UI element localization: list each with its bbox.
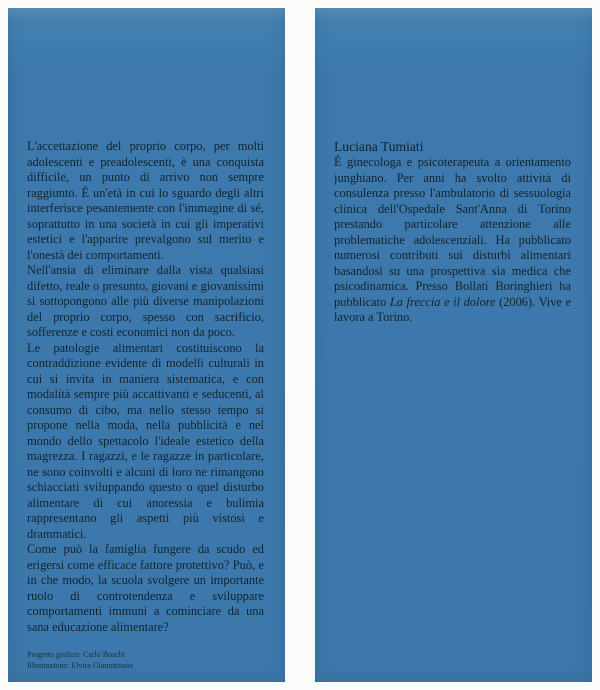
- author-bio: [334, 155, 571, 326]
- flap-paragraph: Le patologie alimentari costituiscono la contraddizione evidente di modelli culturali in cui si invita in maniera sistematica, e con modalità sempre più accattivanti e seducenti, al consumo di cibo, ma nello stesso tempo si propone nella moda, nella pubblicità e nel mondo dello spettacolo l'ideale estetico della magrezza. I ragazzi, e le ragazze in particolare, ne sono coinvolti e alcuni di loro ne rimangono schiacciati sviluppando questo o quel disturbo alimentare di cui anoressia e bulimia rappresentano gli aspetti più vistosi e drammatici.: [27, 340, 264, 541]
- flap-paragraph: L'accettazione del proprio corpo, per molti adolescenti e preadolescenti, è una conquista difficile, un punto di arrivo non sempre raggiunto. È un'età in cui lo sguardo degli altri interferisce pesantemente con l'immagine di sé, soprattutto in una società in cui gli imperativi estetici e l'apparire prevalgono sul merito e l'onestà dei comportamenti.: [27, 139, 264, 262]
- bio-text: È ginecologa e psicoterapeuta a orientamento junghiano. Per anni ha svolto attività di consulenza presso l'ambulatorio di sessuologia clinica dell'Ospedale Sant'Anna di Torino prestando particolare attenzione alle problematiche adolescenziali. Ha pubblicato numerosi contributi sui disturbi alimentari basandosi su una prospettiva sia medica che psicodinamica. Presso Bollati Boringhieri ha pubblicato: [334, 155, 571, 309]
- right-flap-text: [334, 139, 571, 326]
- left-flap-text: [27, 139, 264, 635]
- author-name: Luciana Tumiati: [334, 139, 424, 154]
- right-flap-panel: [315, 8, 592, 682]
- left-flap-panel: [8, 8, 285, 682]
- bio-text: (2006). Vive e lavora a Torino.: [334, 294, 571, 324]
- flap-paragraph: Nell'ansia di eliminare dalla vista qualsiasi difetto, reale o presunto, giovani e giovanissimi si sottopongono alle più diverse manipolazioni del proprio corpo, spesso con sacrificio, sofferenze e costi economici non da poco.: [27, 263, 264, 339]
- credit-illustration: Illustrazione: Elvira Giannattasio: [27, 660, 134, 670]
- flap-paragraph: Come può la famiglia fungere da scudo ed erigersi come efficace fattore protettivo? Può, e in che modo, la scuola svolgere un importante ruolo di controtendenza e sviluppare comportamenti immuni a cominciare da una sana educazione alimentare?: [27, 542, 264, 634]
- credits-block: [27, 650, 133, 671]
- credit-graphic-design: Progetto grafico: Carlo Boschi: [27, 650, 125, 659]
- book-title-italic: La freccia e il dolore: [389, 294, 496, 309]
